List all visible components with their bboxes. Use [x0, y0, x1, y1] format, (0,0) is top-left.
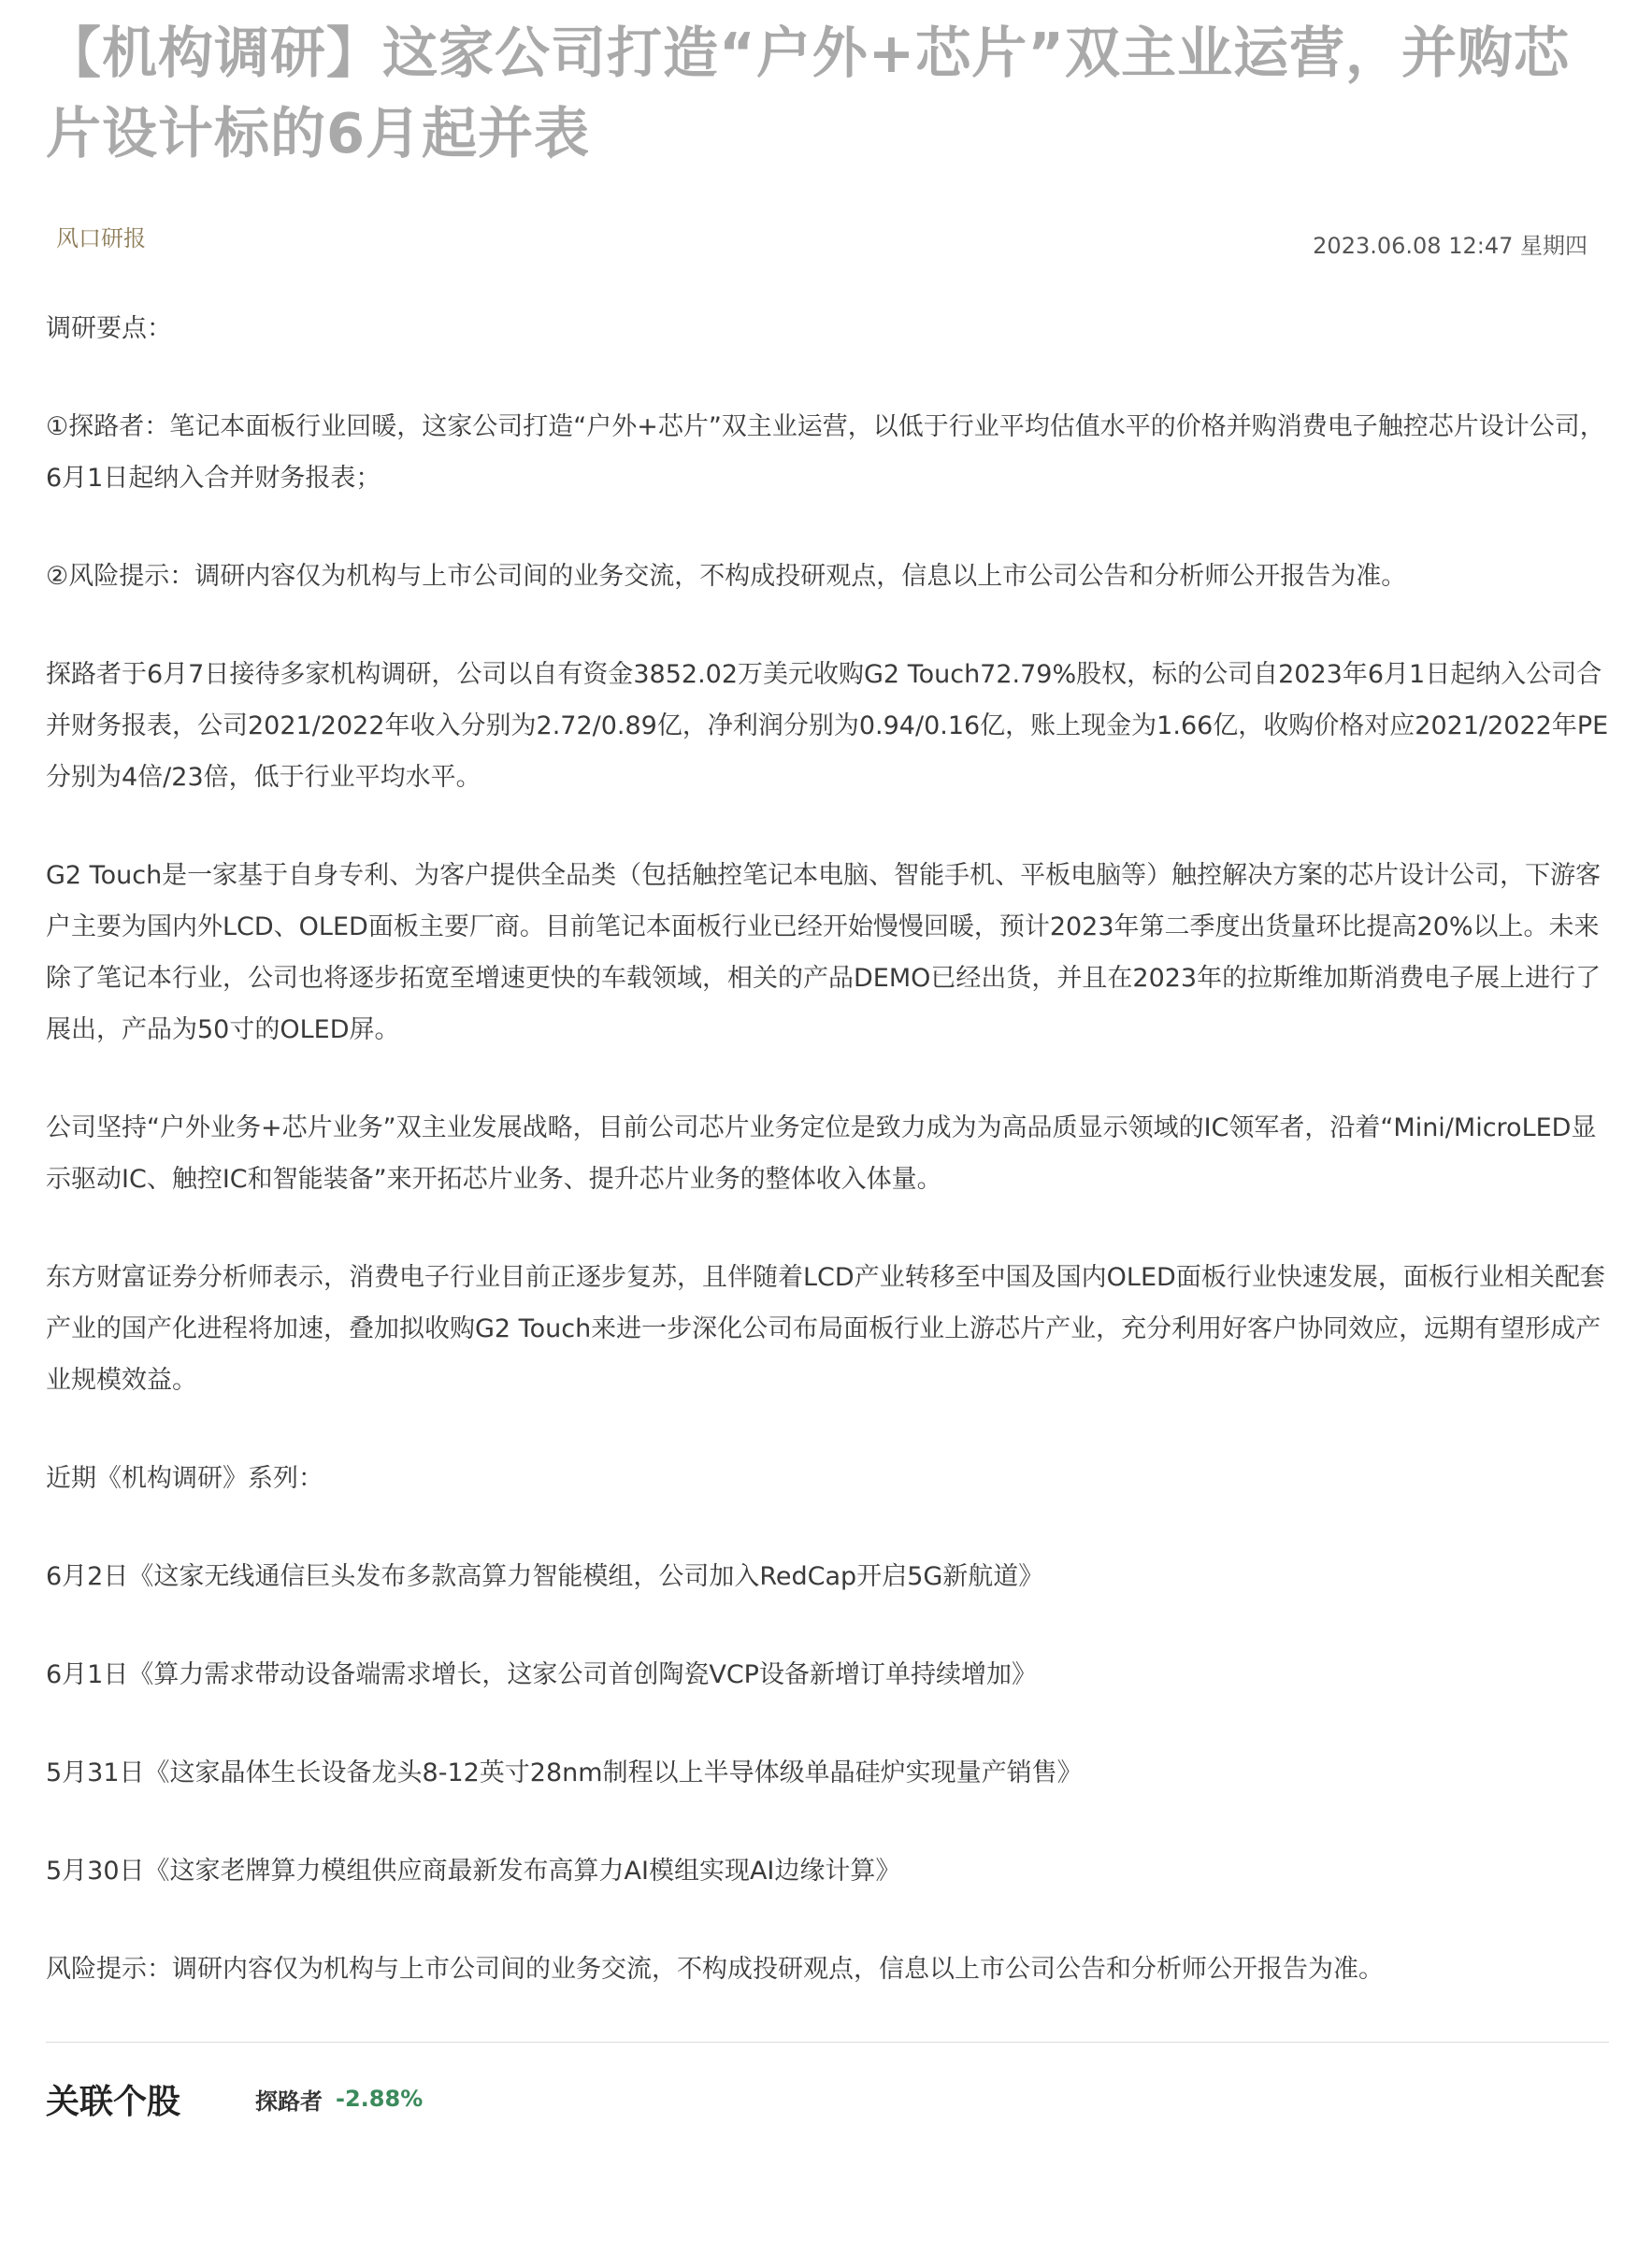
series-link-4[interactable]: 5月30日《这家老牌算力模组供应商最新发布高算力AI模组实现AI边缘计算》 [46, 1857, 901, 1886]
article-body [46, 303, 1609, 1995]
paragraph-acquisition: 探路者于6月7日接待多家机构调研，公司以自有资金3852.02万美元收购G2 Touch72.79%股权，标的公司自2023年6月1日起纳入公司合并财务报表，公司2021/2022年收入分别为2.72/0.89亿，净利润分别为0.94/0.16亿，账上现金为1.66亿，收购价格对应2021/2022年PE分别为4倍/23倍，低于行业平均水平。 [46, 660, 1609, 792]
paragraph-analyst: 东方财富证券分析师表示，消费电子行业目前正逐步复苏，且伴随着LCD产业转移至中国及国内OLED面板行业快速发展，面板行业相关配套产业的国产化进程将加速，叠加拟收购G2 Touch来进一步深化公司布局面板行业上游芯片产业，充分利用好客户协同效应，远期有望形成产业规模效益。 [46, 1263, 1605, 1395]
paragraph-key-point-1: ①探路者：笔记本面板行业回暖，这家公司打造“户外+芯片”双主业运营，以低于行业平均估值水平的价格并购消费电子触控芯片设计公司，6月1日起纳入合并财务报表； [46, 412, 1605, 493]
related-stocks [46, 2071, 1606, 2127]
paragraph-risk-notice: 风险提示：调研内容仅为机构与上市公司间的业务交流，不构成投研观点，信息以上市公司公告和分析师公开报告为准。 [46, 1955, 1384, 1984]
paragraph-series-heading: 近期《机构调研》系列： [46, 1464, 323, 1493]
stock-change[interactable]: -2.88% [336, 2086, 424, 2112]
article-source[interactable]: 风口研报 [56, 225, 146, 251]
series-link-2[interactable]: 6月1日《算力需求带动设备端需求增长，这家公司首创陶瓷VCP设备新增订单持续增加》 [46, 1660, 1037, 1689]
series-link-1[interactable]: 6月2日《这家无线通信巨头发布多款高算力智能模组，公司加入RedCap开启5G新航道》 [46, 1562, 1044, 1591]
paragraph-key-points-heading: 调研要点： [46, 314, 172, 343]
series-link-3[interactable]: 5月31日《这家晶体生长设备龙头8-12英寸28nm制程以上半导体级单晶硅炉实现量产销售》 [46, 1758, 1083, 1787]
article-meta [46, 224, 1606, 280]
related-stocks-title: 关联个股 [46, 2082, 181, 2121]
article-title: 【机构调研】这家公司打造“户外+芯片”双主业运营，并购芯片设计标的6月起并表 [46, 21, 1570, 165]
article-datetime: 2023.06.08 12:47 星期四 [1313, 233, 1587, 259]
paragraph-strategy: 公司坚持“户外业务+芯片业务”双主业发展战略，目前公司芯片业务定位是致力成为为高品质显示领域的IC领军者，沿着“Mini/MicroLED显示驱动IC、触控IC和智能装备”来开拓芯片业务、提升芯片业务的整体收入体量。 [46, 1113, 1597, 1194]
paragraph-g2-touch: G2 Touch是一家基于自身专利、为客户提供全品类（包括触控笔记本电脑、智能手机、平板电脑等）触控解决方案的芯片设计公司，下游客户主要为国内外LCD、OLED面板主要厂商。目前笔记本面板行业已经开始慢慢回暖，预计2023年第二季度出货量环比提高20%以上。未来除了笔记本行业，公司也将逐步拓宽至增速更快的车载领域，相关的产品DEMO已经出货，并且在2023年的拉斯维加斯消费电子展上进行了展出，产品为50寸的OLED屏。 [46, 861, 1602, 1044]
paragraph-key-point-2: ②风险提示：调研内容仅为机构与上市公司间的业务交流，不构成投研观点，信息以上市公司公告和分析师公开报告为准。 [46, 562, 1407, 591]
stock-name[interactable]: 探路者 [255, 2088, 323, 2115]
divider [46, 2042, 1609, 2043]
